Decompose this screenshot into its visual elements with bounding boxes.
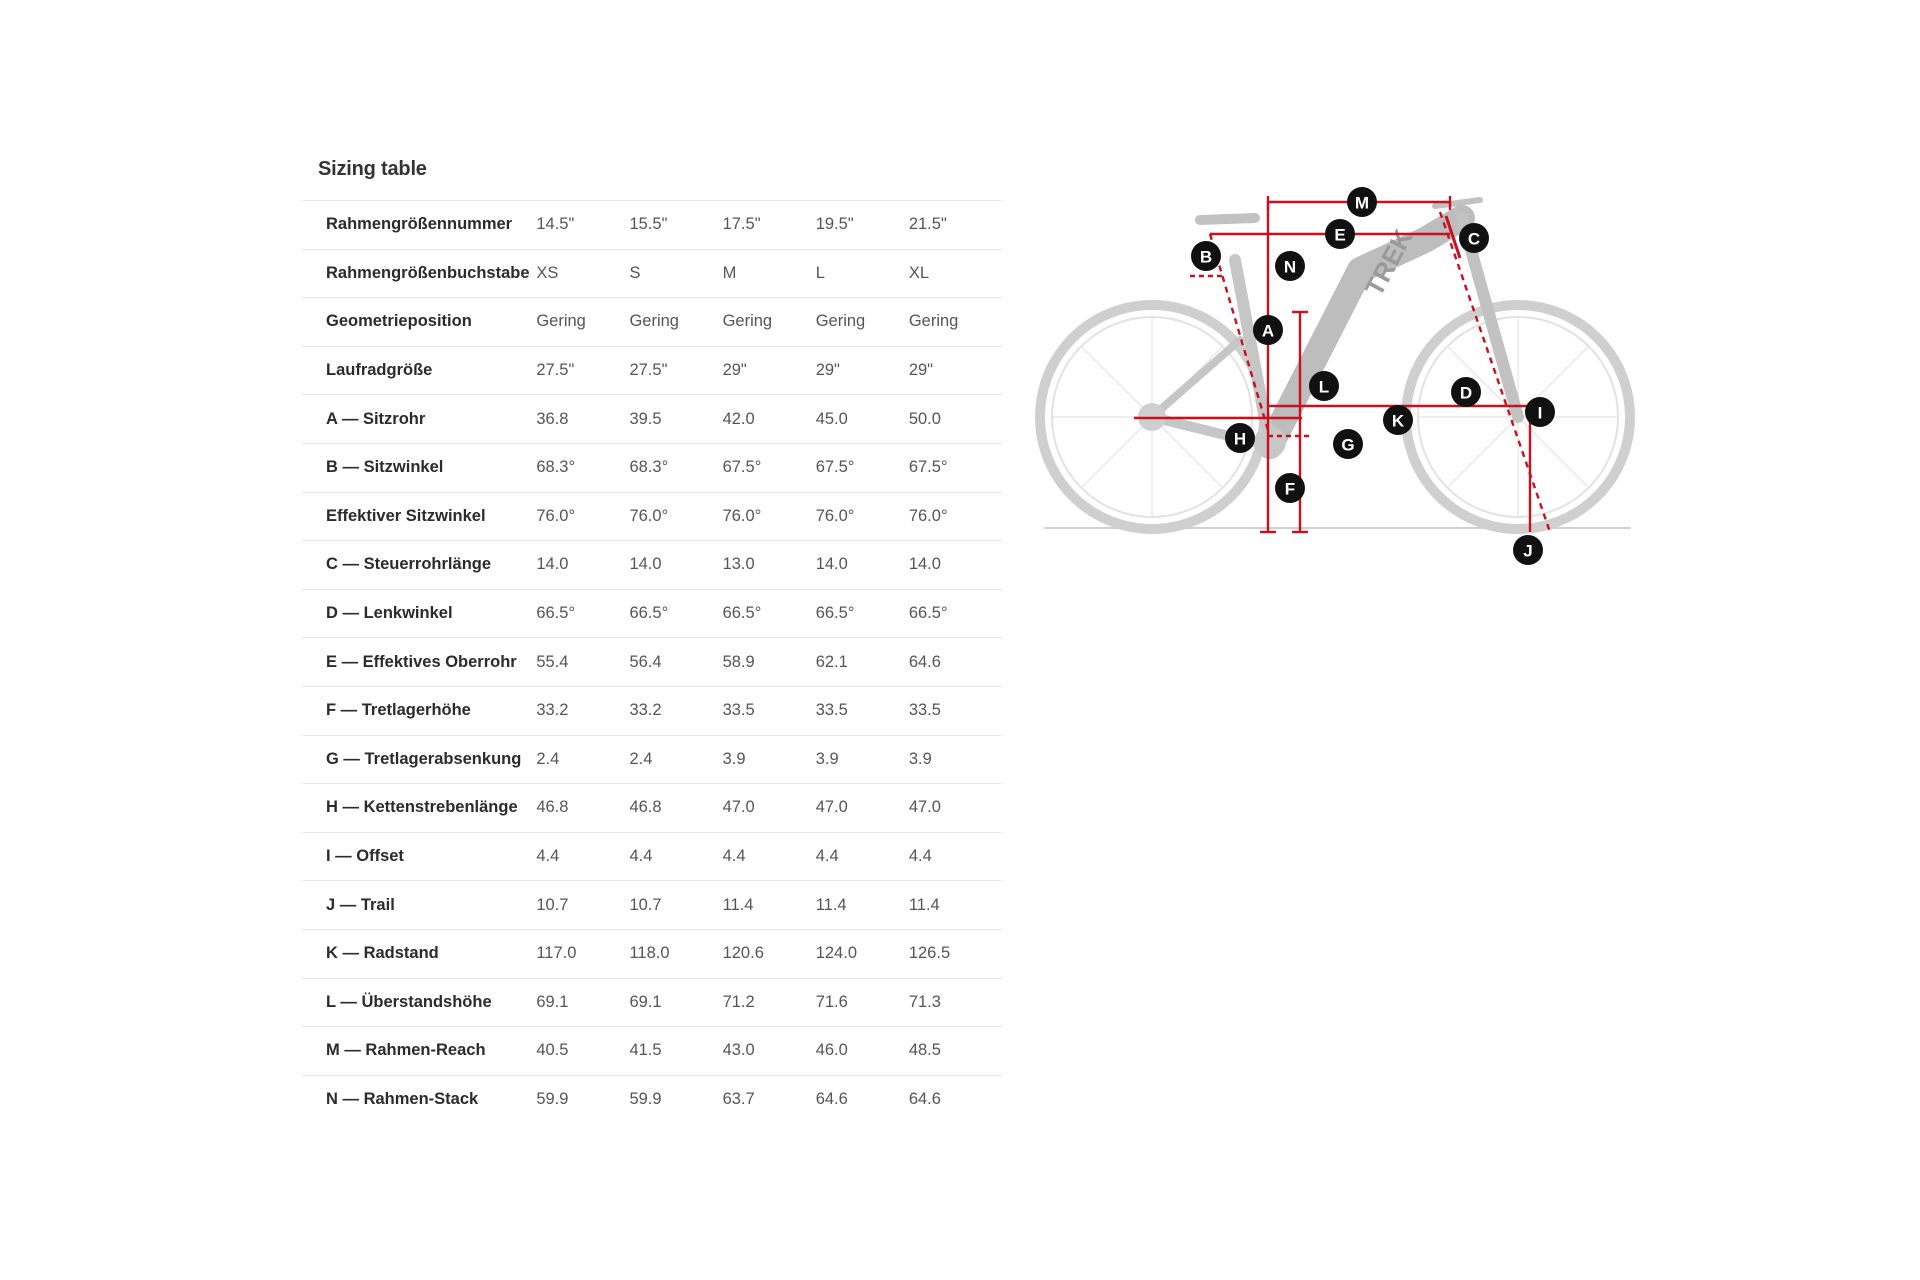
- marker-label: D: [1459, 383, 1473, 403]
- row-value: 14.0: [816, 541, 909, 590]
- row-value: 47.0: [723, 784, 816, 833]
- row-value: 76.0°: [723, 492, 816, 541]
- table-row: [302, 1027, 1002, 1076]
- marker-a: [1253, 315, 1283, 345]
- row-value: 14.5": [536, 201, 629, 250]
- row-value: 39.5: [629, 395, 722, 444]
- row-value: 63.7: [723, 1075, 816, 1123]
- row-value: 71.6: [816, 978, 909, 1027]
- row-value: 64.6: [909, 1075, 1002, 1123]
- table-row: [302, 881, 1002, 930]
- row-value: 47.0: [909, 784, 1002, 833]
- table-title: Sizing table: [318, 158, 427, 180]
- marker-label: C: [1467, 229, 1481, 249]
- row-value: 2.4: [536, 735, 629, 784]
- row-label: Rahmengrößenbuchstabe: [302, 249, 536, 298]
- marker-m: [1347, 187, 1377, 217]
- row-value: 46.0: [816, 1027, 909, 1076]
- row-value: 47.0: [816, 784, 909, 833]
- marker-l: [1309, 371, 1339, 401]
- row-label: D — Lenkwinkel: [302, 589, 536, 638]
- row-label: C — Steuerrohrlänge: [302, 541, 536, 590]
- row-value: 46.8: [536, 784, 629, 833]
- row-value: 40.5: [536, 1027, 629, 1076]
- marker-i: [1525, 397, 1555, 427]
- row-value: 50.0: [909, 395, 1002, 444]
- table-row: [302, 201, 1002, 250]
- row-value: 46.8: [629, 784, 722, 833]
- marker-label: E: [1334, 225, 1346, 245]
- marker-label: M: [1354, 193, 1370, 213]
- row-value: 64.6: [909, 638, 1002, 687]
- marker-label: B: [1199, 247, 1213, 267]
- marker-label: N: [1283, 257, 1297, 277]
- marker-b: [1191, 241, 1221, 271]
- row-value: 2.4: [629, 735, 722, 784]
- row-label: N — Rahmen-Stack: [302, 1075, 536, 1123]
- row-value: 3.9: [723, 735, 816, 784]
- row-value: 120.6: [723, 929, 816, 978]
- table-row: [302, 492, 1002, 541]
- row-value: 42.0: [723, 395, 816, 444]
- row-value: 4.4: [536, 832, 629, 881]
- marker-c: [1459, 223, 1489, 253]
- row-value: 124.0: [816, 929, 909, 978]
- marker-d: [1451, 377, 1481, 407]
- marker-label: K: [1391, 411, 1405, 431]
- row-value: 10.7: [629, 881, 722, 930]
- row-value: 62.1: [816, 638, 909, 687]
- row-value: 27.5": [536, 346, 629, 395]
- row-value: 33.2: [629, 686, 722, 735]
- sizing-table: [302, 200, 1002, 1123]
- row-value: 68.3°: [629, 443, 722, 492]
- marker-label: H: [1233, 429, 1247, 449]
- marker-f: [1275, 473, 1305, 503]
- row-label: K — Radstand: [302, 929, 536, 978]
- table-row: [302, 1075, 1002, 1123]
- row-value: 118.0: [629, 929, 722, 978]
- marker-label: I: [1537, 403, 1543, 423]
- marker-label: F: [1284, 479, 1296, 499]
- row-value: 3.9: [816, 735, 909, 784]
- row-value: 41.5: [629, 1027, 722, 1076]
- sizing-table-section: [302, 154, 1002, 1123]
- table-row: [302, 249, 1002, 298]
- row-value: 4.4: [909, 832, 1002, 881]
- row-value: 29": [816, 346, 909, 395]
- bike-geometry-diagram: [1030, 180, 1650, 580]
- row-value: 59.9: [629, 1075, 722, 1123]
- table-row: [302, 784, 1002, 833]
- row-value: 76.0°: [629, 492, 722, 541]
- table-row: [302, 443, 1002, 492]
- table-row: [302, 929, 1002, 978]
- row-value: Gering: [536, 298, 629, 347]
- row-label: I — Offset: [302, 832, 536, 881]
- row-value: XS: [536, 249, 629, 298]
- row-value: L: [816, 249, 909, 298]
- row-value: 33.5: [723, 686, 816, 735]
- row-value: 66.5°: [816, 589, 909, 638]
- row-label: Rahmengrößennummer: [302, 201, 536, 250]
- row-label: H — Kettenstrebenlänge: [302, 784, 536, 833]
- row-value: 43.0: [723, 1027, 816, 1076]
- row-label: Geometrieposition: [302, 298, 536, 347]
- row-value: 64.6: [816, 1075, 909, 1123]
- table-row: [302, 735, 1002, 784]
- table-row: [302, 346, 1002, 395]
- row-value: 33.2: [536, 686, 629, 735]
- saddle: [1200, 218, 1255, 220]
- row-value: 66.5°: [723, 589, 816, 638]
- marker-j: [1513, 535, 1543, 565]
- row-value: 27.5": [629, 346, 722, 395]
- row-value: 71.2: [723, 978, 816, 1027]
- marker-label: G: [1341, 435, 1355, 455]
- row-value: 117.0: [536, 929, 629, 978]
- row-value: XL: [909, 249, 1002, 298]
- seat-stay: [1152, 340, 1240, 417]
- row-value: 66.5°: [536, 589, 629, 638]
- table-row: [302, 832, 1002, 881]
- row-value: 11.4: [909, 881, 1002, 930]
- row-value: 10.7: [536, 881, 629, 930]
- row-value: 55.4: [536, 638, 629, 687]
- row-label: J — Trail: [302, 881, 536, 930]
- row-value: 67.5°: [909, 443, 1002, 492]
- marker-g: [1333, 429, 1363, 459]
- row-value: Gering: [816, 298, 909, 347]
- row-value: 11.4: [723, 881, 816, 930]
- row-value: 59.9: [536, 1075, 629, 1123]
- row-value: M: [723, 249, 816, 298]
- table-row: [302, 298, 1002, 347]
- logo-text: TREK: [1358, 224, 1419, 301]
- row-label: F — Tretlagerhöhe: [302, 686, 536, 735]
- row-value: 21.5": [909, 201, 1002, 250]
- row-label: M — Rahmen-Reach: [302, 1027, 536, 1076]
- row-value: 69.1: [536, 978, 629, 1027]
- marker-k: [1383, 405, 1413, 435]
- marker-h: [1225, 423, 1255, 453]
- row-value: 68.3°: [536, 443, 629, 492]
- row-value: 3.9: [909, 735, 1002, 784]
- row-value: 76.0°: [816, 492, 909, 541]
- row-value: 13.0: [723, 541, 816, 590]
- row-value: 56.4: [629, 638, 722, 687]
- bike-geometry-svg: [1030, 180, 1650, 580]
- row-value: 17.5": [723, 201, 816, 250]
- table-row: [302, 638, 1002, 687]
- table-row: [302, 686, 1002, 735]
- row-value: 4.4: [723, 832, 816, 881]
- row-value: 67.5°: [723, 443, 816, 492]
- row-value: 58.9: [723, 638, 816, 687]
- row-value: 66.5°: [909, 589, 1002, 638]
- row-value: 19.5": [816, 201, 909, 250]
- row-value: 71.3: [909, 978, 1002, 1027]
- row-value: 29": [909, 346, 1002, 395]
- marker-label: A: [1261, 321, 1275, 341]
- bike-illustration: [1040, 200, 1630, 529]
- motor: [1254, 426, 1286, 458]
- row-value: S: [629, 249, 722, 298]
- row-value: 36.8: [536, 395, 629, 444]
- marker-e: [1325, 219, 1355, 249]
- line-j: [1440, 212, 1550, 532]
- row-label: E — Effektives Oberrohr: [302, 638, 536, 687]
- row-label: G — Tretlagerabsenkung: [302, 735, 536, 784]
- table-row: [302, 395, 1002, 444]
- table-row: [302, 541, 1002, 590]
- row-value: 76.0°: [909, 492, 1002, 541]
- row-value: 48.5: [909, 1027, 1002, 1076]
- marker-label: L: [1318, 377, 1330, 397]
- row-value: 67.5°: [816, 443, 909, 492]
- row-label: L — Überstandshöhe: [302, 978, 536, 1027]
- row-label: Laufradgröße: [302, 346, 536, 395]
- row-value: 4.4: [629, 832, 722, 881]
- row-value: 76.0°: [536, 492, 629, 541]
- row-value: 45.0: [816, 395, 909, 444]
- row-value: 11.4: [816, 881, 909, 930]
- row-value: Gering: [629, 298, 722, 347]
- row-value: 14.0: [909, 541, 1002, 590]
- marker-label: J: [1523, 541, 1533, 561]
- row-value: 33.5: [816, 686, 909, 735]
- row-value: 29": [723, 346, 816, 395]
- row-value: Gering: [909, 298, 1002, 347]
- row-value: 15.5": [629, 201, 722, 250]
- table-row: [302, 978, 1002, 1027]
- row-value: Gering: [723, 298, 816, 347]
- row-label: Effektiver Sitzwinkel: [302, 492, 536, 541]
- marker-n: [1275, 251, 1305, 281]
- row-value: 66.5°: [629, 589, 722, 638]
- row-value: 14.0: [536, 541, 629, 590]
- row-label: B — Sitzwinkel: [302, 443, 536, 492]
- row-value: 69.1: [629, 978, 722, 1027]
- row-value: 14.0: [629, 541, 722, 590]
- row-value: 33.5: [909, 686, 1002, 735]
- table-row: [302, 589, 1002, 638]
- row-value: 126.5: [909, 929, 1002, 978]
- row-label: A — Sitzrohr: [302, 395, 536, 444]
- row-value: 4.4: [816, 832, 909, 881]
